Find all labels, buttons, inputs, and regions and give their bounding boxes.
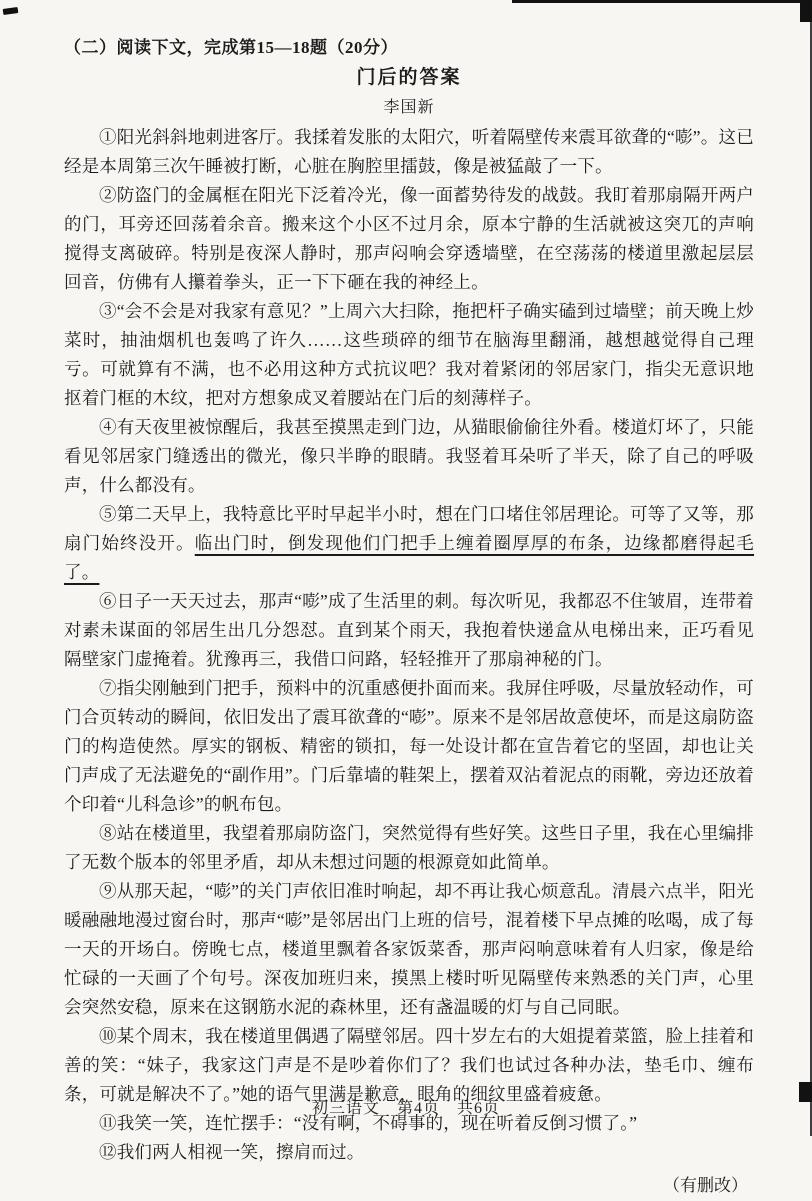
paragraph-5-text: ⑤第二天早上，我特意比平时早起半小时，想在门口堵住邻居理论。可等了又等，那扇门始终没开。 <box>64 504 754 553</box>
passage-author: 李国新 <box>383 99 435 116</box>
page-footer: 初三语文 第4页 共6页 <box>311 1100 500 1117</box>
section-header: （二）阅读下文，完成第15—18题（20分） <box>64 38 398 57</box>
attribution-note: （有删改） <box>663 1176 748 1195</box>
paragraph-5 <box>64 500 754 587</box>
paragraph-3: ③“会不会是对我家有意见？”上周六大扫除，拖把杆子确实磕到过墙壁；前天晚上炒菜时，抽油烟机也轰鸣了许久……这些琐碎的细节在脑海里翻涌，越想越觉得自己理亏。可就算有不满，也不必用这种方式抗议吧？我对着紧闭的邻居家门，指尖无意识地抠着门框的木纹，把对方想象成叉着腰站在门后的刻薄样子。 <box>64 301 754 408</box>
paragraph-6: ⑥日子一天天过去，那声“嘭”成了生活里的刺。每次听见，我都忍不住皱眉，连带着对素未谋面的邻居生出几分怨怼。直到某个雨天，我抱着快递盒从电梯出来，正巧看见隔壁家门虚掩着。犹豫再三，我借口问路，轻轻推开了那扇神秘的门。 <box>64 591 754 669</box>
paragraph-2: ②防盗门的金属框在阳光下泛着冷光，像一面蓄势待发的战鼓。我盯着那扇隔开两户的门，耳旁还回荡着余音。搬来这个小区不过月余，原本宁静的生活就被这突兀的声响搅得支离破碎。特别是夜深人静时，那声闷响会穿透墙壁，在空荡荡的楼道里激起层层回音，仿佛有人攥着拳头，正一下下砸在我的神经上。 <box>64 185 754 292</box>
scan-corner-mark-bottom-right <box>799 1082 812 1102</box>
paragraph-7: ⑦指尖刚触到门把手，预料中的沉重感便扑面而来。我屏住呼吸，尽量放轻动作，可门合页转动的瞬间，依旧发出了震耳欲聋的“嘭”。原来不是邻居故意使坏，而是这扇防盗门的构造使然。厚实的钢板、精密的锁扣，每一处设计都在宣告着它的坚固，却也让关门声成了无法避免的“副作用”。门后靠墙的鞋架上，摆着双沾着泥点的雨靴，旁边还放着个印着“儿科急诊”的帆布包。 <box>64 678 754 814</box>
scan-edge-top <box>512 0 812 3</box>
paragraph-9: ⑨从那天起，“嘭”的关门声依旧准时响起，却不再让我心烦意乱。清晨六点半，阳光暖融融地漫过窗台时，那声“嘭”是邻居出门上班的信号，混着楼下早点摊的吆喝，成了每一天的开场白。傍晚七点，楼道里飘着各家饭菜香，那声闷响意味着有人归家，像是给忙碌的一天画了个句号。深夜加班归来，摸黑上楼时听见隔壁传来熟悉的关门声，心里会突然安稳，原来在这钢筋水泥的森林里，还有盏温暖的灯与自己同眠。 <box>64 881 754 1017</box>
paragraph-4: ④有天夜里被惊醒后，我甚至摸黑走到门边，从猫眼偷偷往外看。楼道灯坏了，只能看见邻居家门缝透出的微光，像只半睁的眼睛。我竖着耳朵听了半天，除了自己的呼吸声，什么都没有。 <box>64 417 754 495</box>
paragraph-5-underlined-sentence: 临出门时，倒发现他们门把手上缠着圈厚厚的布条，边缘都磨得起毛了。 <box>64 533 755 582</box>
paragraph-11: ⑪我笑一笑，连忙摆手：“没有啊，不碍事的，现在听着反倒习惯了。” <box>99 1113 638 1133</box>
paragraph-12: ⑫我们两人相视一笑，擦肩而过。 <box>99 1142 365 1162</box>
passage-title: 门后的答案 <box>356 67 462 88</box>
paragraph-1: ①阳光斜斜地刺进客厅。我揉着发胀的太阳穴，听着隔壁传来震耳欲聋的“嘭”。这已经是本周第三次午睡被打断，心脏在胸腔里擂鼓，像是被猛敲了一下。 <box>64 127 754 176</box>
paragraph-10: ⑩某个周末，我在楼道里偶遇了隔壁邻居。四十岁左右的大姐提着菜篮，脸上挂着和善的笑：“妹子，我家这门声是不是吵着你们了？我们也试过各种办法，垫毛巾、缠布条，可就是解决不了。”她的语气里满是歉意，眼角的细纹里盛着疲惫。 <box>64 1026 754 1104</box>
passage-body <box>64 123 754 1167</box>
paragraph-8: ⑧站在楼道里，我望着那扇防盗门，突然觉得有些好笑。这些日子里，我在心里编排了无数个版本的邻里矛盾，却从未想过问题的根源竟如此简单。 <box>64 823 754 872</box>
